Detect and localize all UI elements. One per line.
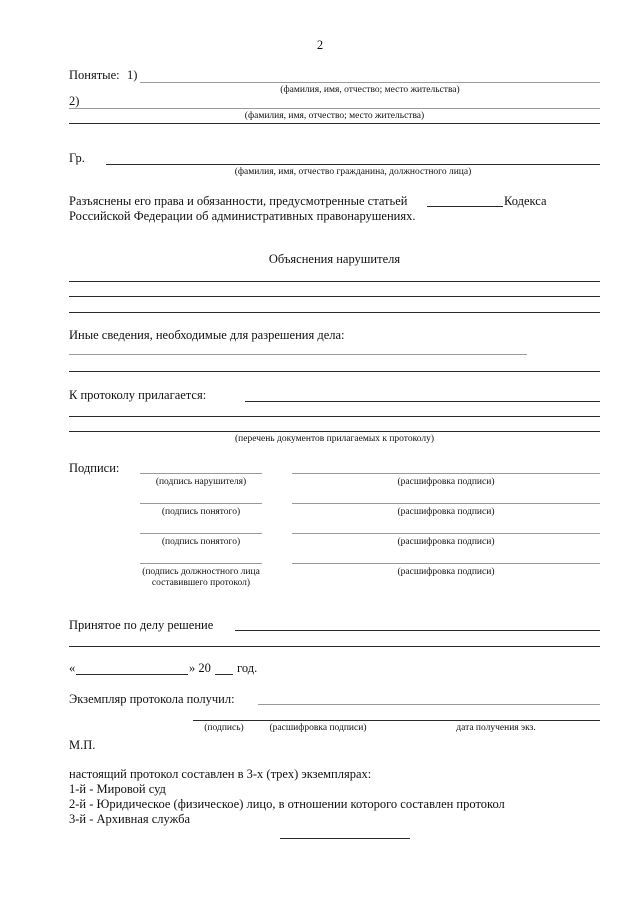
citizen-name-line[interactable] xyxy=(106,164,600,165)
bottom-signature-line[interactable] xyxy=(280,838,410,839)
witness-2-decode-line[interactable] xyxy=(292,533,600,534)
witness-2-decode-caption: (расшифровка подписи) xyxy=(397,537,495,547)
witness-2-signature-line[interactable] xyxy=(140,533,262,534)
explanation-line-1[interactable] xyxy=(69,281,600,282)
signatures-label: Подписи: xyxy=(69,461,120,475)
citizen-label: Гр. xyxy=(69,151,85,165)
rights-line-1-end: Кодекса xyxy=(504,194,547,208)
witness-1-decode-line[interactable] xyxy=(292,503,600,504)
copy-item-2: 2-й - Юридическое (физическое) лицо, в отношении которого составлен протокол xyxy=(69,797,505,811)
other-info-line-1[interactable] xyxy=(69,354,527,355)
date-day-month-line[interactable] xyxy=(76,674,188,675)
officer-decode-caption: (расшифровка подписи) xyxy=(397,567,495,577)
attachments-line-1[interactable] xyxy=(245,401,600,402)
witness-2-caption: (фамилия, имя, отчество; место жительства) xyxy=(244,111,425,121)
decision-line-1[interactable] xyxy=(235,630,600,631)
copy-received-decode-caption: (расшифровка подписи) xyxy=(269,723,367,733)
violator-decode-line[interactable] xyxy=(292,473,600,474)
attachments-label: К протоколу прилагается: xyxy=(69,388,207,402)
citizen-caption: (фамилия, имя, отчество гражданина, должностного лица) xyxy=(234,167,472,177)
witnesses-label: Понятые: xyxy=(69,68,120,82)
rights-line-2: Российской Федерации об административных правонарушениях. xyxy=(69,209,416,223)
copy-item-3: 3-й - Архивная служба xyxy=(69,812,190,826)
decision-line-2[interactable] xyxy=(69,646,600,647)
witness-2-marker: 2) xyxy=(69,94,80,108)
witness-1-marker: 1) xyxy=(127,68,138,82)
copy-received-label: Экземпляр протокола получил: xyxy=(69,692,235,706)
copy-item-1: 1-й - Мировой суд xyxy=(69,782,166,796)
witness-2-signature-caption: (подпись понятого) xyxy=(161,537,241,547)
witness-1-signature-line[interactable] xyxy=(140,503,262,504)
witness-1-decode-caption: (расшифровка подписи) xyxy=(397,507,495,517)
explanation-line-2[interactable] xyxy=(69,296,600,297)
witness-1-line[interactable] xyxy=(140,82,600,83)
violator-signature-caption: (подпись нарушителя) xyxy=(155,477,247,487)
witness-1-caption: (фамилия, имя, отчество; место жительства) xyxy=(280,85,460,95)
violator-signature-line[interactable] xyxy=(140,473,262,474)
decision-label: Принятое по делу решение xyxy=(69,618,214,632)
officer-signature-line[interactable] xyxy=(140,563,262,564)
copy-received-date-caption: дата получения экз. xyxy=(456,723,536,733)
rights-line-1-start: Разъяснены его права и обязанности, предусмотренные статьей xyxy=(69,194,408,208)
attachments-line-3[interactable] xyxy=(69,431,600,432)
page-number: 2 xyxy=(316,38,324,52)
date-close-quote-year: » 20 xyxy=(189,661,211,675)
stamp-label: М.П. xyxy=(69,738,96,752)
witnesses-bottom-rule xyxy=(69,123,600,124)
witness-2-line[interactable] xyxy=(69,108,600,109)
other-info-label: Иные сведения, необходимые для разрешения дела: xyxy=(69,328,345,342)
explanations-title: Объяснения нарушителя xyxy=(268,252,401,266)
article-number-line[interactable] xyxy=(427,206,503,207)
copy-received-line[interactable] xyxy=(258,704,600,705)
copies-intro: настоящий протокол составлен в 3-х (трех) экземплярах: xyxy=(69,767,372,781)
explanation-line-3[interactable] xyxy=(69,312,600,313)
officer-signature-caption: (подпись должностного лица составившего протокол) xyxy=(142,567,260,588)
attachments-line-2[interactable] xyxy=(69,416,600,417)
violator-decode-caption: (расшифровка подписи) xyxy=(397,477,495,487)
copy-received-sign-caption: (подпись) xyxy=(204,723,244,733)
date-year-line[interactable] xyxy=(215,674,233,675)
other-info-line-2[interactable] xyxy=(69,371,600,372)
copy-received-sign-line[interactable] xyxy=(193,720,600,721)
witness-1-signature-caption: (подпись понятого) xyxy=(161,507,241,517)
attachments-caption: (перечень документов прилагаемых к протоколу) xyxy=(235,434,434,444)
officer-decode-line[interactable] xyxy=(292,563,600,564)
date-year-suffix: год. xyxy=(237,661,258,675)
date-open-quote: « xyxy=(69,661,76,675)
